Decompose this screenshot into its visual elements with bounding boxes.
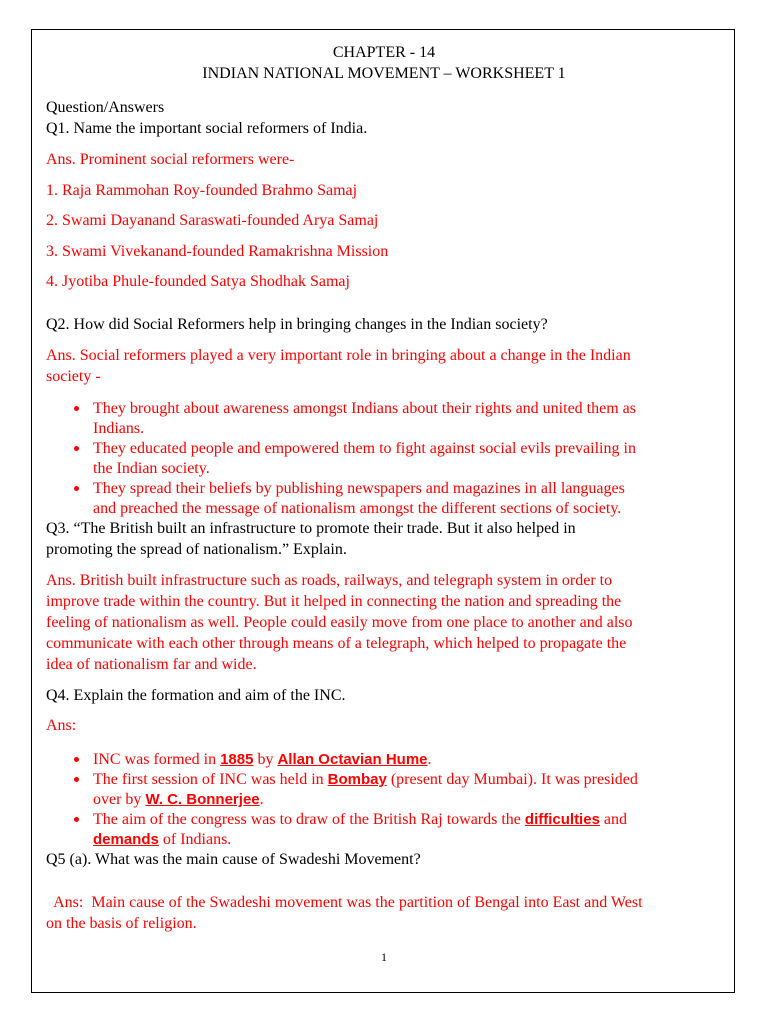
chapter-heading: CHAPTER - 14 [332,44,436,61]
q4-bullet-session-cont: over by W. C. Bonnerjee. [93,791,264,808]
q3-question: promoting the spread of nationalism.” Explain. [46,541,347,558]
q5-question: Q5 (a). What was the main cause of Swadeshi Movement? [46,851,421,868]
worksheet-title: INDIAN NATIONAL MOVEMENT – WORKSHEET 1 [202,65,566,82]
q5-answer-line: on the basis of religion. [46,915,197,932]
q3-answer-line: improve trade within the country. But it helped in connecting the nation and spreading the [46,593,622,610]
bullet-dot [74,446,79,451]
q2-answer-line: society - [46,368,101,385]
q4-question: Q4. Explain the formation and aim of the INC. [46,687,346,704]
q3-answer-line: feeling of nationalism as well. People could easily move from one place to another and also [46,614,633,631]
q4-answer-label: Ans: [46,717,77,734]
highlight-place: Bombay [327,771,387,788]
q4-bullet-session: The first session of INC was held in Bombay (present day Mumbai). It was presided [93,771,638,788]
highlight-demands: demands [93,831,159,848]
bullet-dot [74,486,79,491]
q2-question: Q2. How did Social Reformers help in bringing changes in the Indian society? [46,316,548,333]
q4-bullet-aim: The aim of the congress was to draw of the British Raj towards the difficulties and [93,811,628,828]
q2-bullet-text: and preached the message of nationalism amongst the different sections of society. [93,500,622,517]
section-label: Question/Answers [46,99,165,116]
q4-bullet-aim-cont: demands of Indians. [93,831,232,848]
q1-item: 4. Jyotiba Phule-founded Satya Shodhak Samaj [46,273,350,290]
q1-item: 3. Swami Vivekanand-founded Ramakrishna Mission [46,243,389,260]
highlight-year: 1885 [220,751,254,768]
bullet-dot [74,817,79,822]
highlight-founder: Allan Octavian Hume [277,751,428,768]
q2-bullet-text: the Indian society. [93,460,210,477]
highlight-difficulties: difficulties [524,811,600,828]
q5-answer-line: Ans: Main cause of the Swadeshi movement was the partition of Bengal into East and West [46,894,643,911]
q3-question: Q3. “The British built an infrastructure to promote their trade. But it also helped in [46,520,576,537]
q2-bullet-text: They brought about awareness amongst Indians about their rights and united them as [93,400,636,417]
page-number: 1 [381,950,387,964]
q3-answer-line: idea of nationalism far and wide. [46,656,257,673]
q2-bullet-text: They spread their beliefs by publishing newspapers and magazines in all languages [93,480,625,497]
q1-item: 2. Swami Dayanand Saraswati-founded Arya Samaj [46,212,379,229]
bullet-dot [74,777,79,782]
bullet-dot [74,757,79,762]
highlight-president: W. C. Bonnerjee [145,791,260,808]
q2-bullet-text: Indians. [93,420,145,437]
q2-answer-line: Ans. Social reformers played a very important role in bringing about a change in the Indian [46,347,631,364]
q1-question: Q1. Name the important social reformers of India. [46,120,368,137]
q3-answer-line: communicate with each other through means of a telegraph, which helped to propagate the [46,635,627,652]
q4-bullet-formation: INC was formed in 1885 by Allan Octavian Hume. [93,751,432,768]
q1-answer-intro: Ans. Prominent social reformers were- [46,151,295,168]
q1-item: 1. Raja Rammohan Roy-founded Brahmo Samaj [46,182,358,199]
q2-bullet-text: They educated people and empowered them to fight against social evils prevailing in [93,440,636,457]
bullet-dot [74,406,79,411]
q3-answer-line: Ans. British built infrastructure such as roads, railways, and telegraph system in order to [46,572,613,589]
